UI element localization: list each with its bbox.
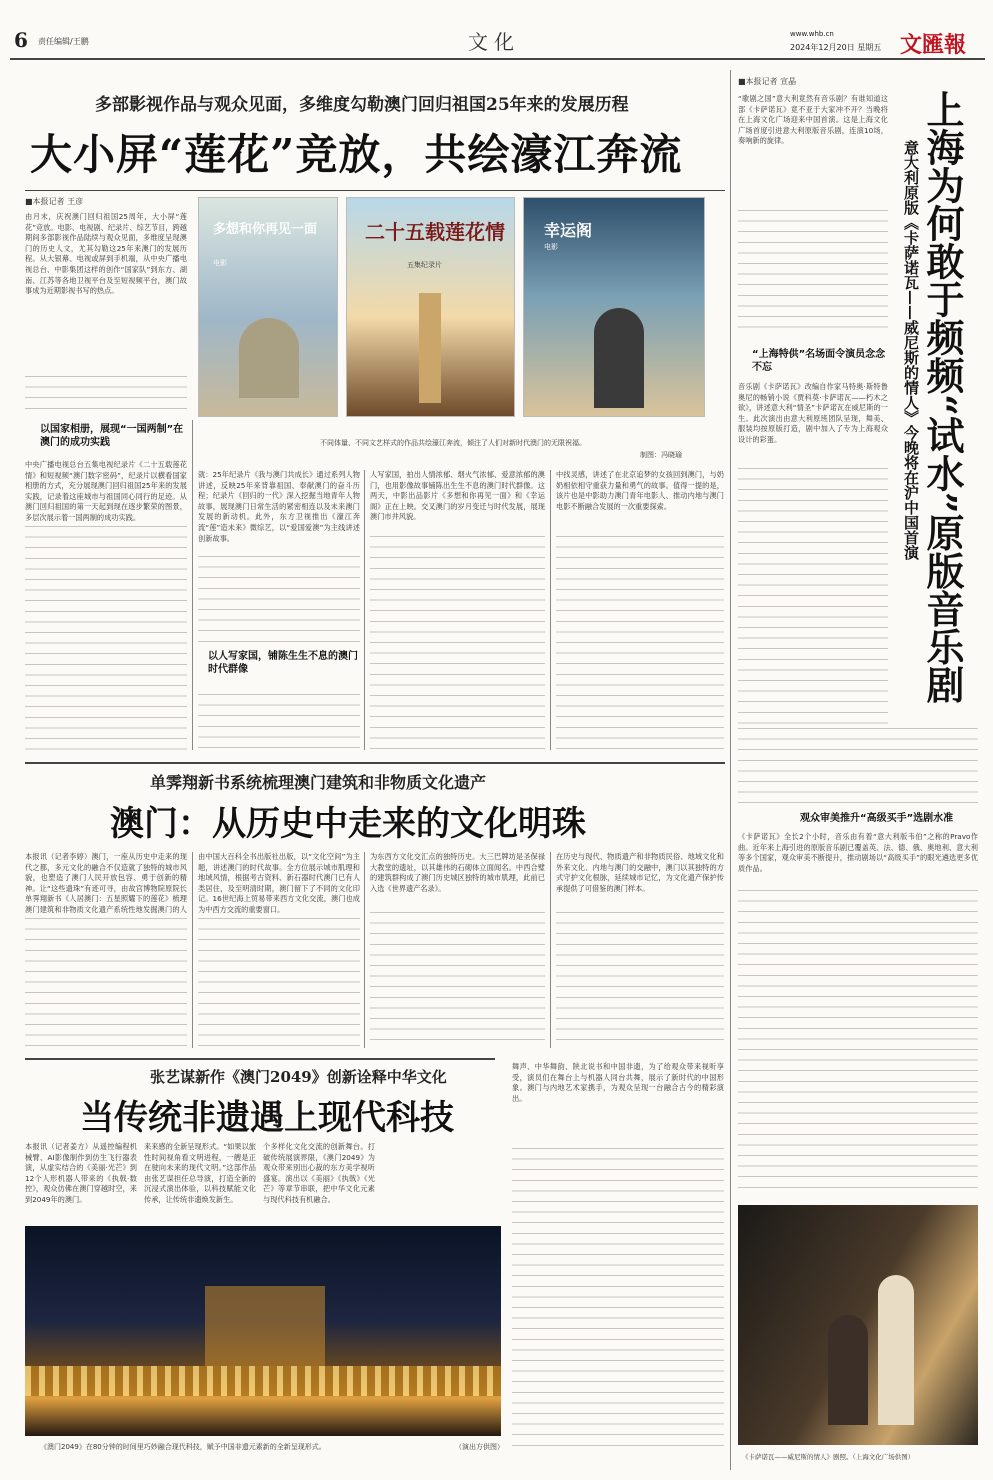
poster-3-title: 幸运阁 xyxy=(544,221,593,240)
header-rule xyxy=(10,58,985,60)
article4-byline: ■本报记者 宣晶 xyxy=(738,77,797,86)
section-title: 文化 xyxy=(468,30,520,54)
newspaper-logo: 文匯報 xyxy=(900,32,967,58)
macao-2049-photo xyxy=(25,1226,501,1436)
article1-headline: 大小屏“莲花”竞放，共绘濠江奔流 xyxy=(30,130,683,179)
dateline: 2024年12月20日 星期五 xyxy=(790,43,882,52)
article4-headline: 上海为何敢于频频“试水”原版音乐剧 xyxy=(920,90,965,704)
article1-kicker: 多部影视作品与观众见面，多维度勾勒澳门回归祖国25年来的发展历程 xyxy=(95,95,629,115)
poster-2-tower xyxy=(419,293,441,403)
article1-subhead-1: 以国家相册，展现“一国两制”在澳门的成功实践 xyxy=(40,424,184,448)
article1-byline: ■本报记者 王彦 xyxy=(25,197,84,206)
posters-caption: 不同体量、不同文艺样式的作品共绘濠江奔流，倾注了人们对新时代澳门的无限祝福。 xyxy=(320,439,586,447)
article1-col1: 中央广播电视总台五集电视纪录片《二十五载莲花情》和短视频“澳门数字密码”，纪录片以横看国家相册的方式，充分展现澳门回归祖国25年来的发展实践，记录着这座城市与祖国同心同行的足迹。从澳门回归祖国的第一天起到现在逐步繁荣的图景，多层次展示着一国两制的成功实践。 xyxy=(25,460,187,522)
article3-col1: 本报讯（记者姜方）从遥控编程机械臂、AI影像制作到仿生飞行器表演，从虚实结合的《美丽·光芒》到12个人形机器人带来的《执戟·数控》，观众仿佛在澳门穿越时空，来到2049年的澳门。 xyxy=(25,1142,137,1204)
article4-subhead-2: 观众审美推升“高级买手”选剧水准 xyxy=(800,813,954,824)
poster-2-title: 二十五载莲花情 xyxy=(365,220,505,244)
editor-credit: 责任编辑/王鹏 xyxy=(38,37,89,46)
article4-lead: “歌剧之国”意大利竟然有音乐剧？有谁知道这部《卡萨诺瓦》竟不亚于大家冲不开？当晚将在上海文化广场迎来中国首演。这是上海文化广场首度引进意大利原版音乐剧，连演10场，奏响新的旋律。 xyxy=(738,94,888,146)
casanova-photo xyxy=(738,1205,978,1445)
article1-lead: 由月末，庆祝澳门回归祖国25周年，大小屏“莲花”竞放。电影、电视剧、纪录片、综艺节目，跨越期间多部影视作品陆续与观众见面，多维度呈现澳门的历史人文，尤其勾勒这25年来澳门的发展历程。从大银幕、电视或屏到手机端，从中央广播电视总台、中影集团这样的创作“国家队”到东方、湖南、江苏等各地卫视平台及至短视频平台，澳门故事成为近期影视书写的热点。 xyxy=(25,212,187,296)
article3-col2: 来来感的全新呈现形式。“如果以旅性时间视角看文明进程，一艘是正在驶向未来的现代文明。”这部作品由张艺谋担任总导演，打造全新的沉浸式演出体验，以科技赋能文化传承，让传统非遗焕发新生。 xyxy=(144,1142,256,1204)
article2-headline: 澳门：从历史中走来的文化明珠 xyxy=(110,804,586,844)
posters-credit: 制图：冯晓瑜 xyxy=(640,451,682,459)
article4-sub2-text: 《卡萨诺瓦》全长2个小时，音乐由有着“意大利版韦伯”之称的Pravo作曲。近年来上海引进的原版音乐剧已覆盖英、法、德、俄、奥地利、意大利等多个国家，观众审美不断提升，推动剧场以“高级买手”的眼光遴选更多优质作品。 xyxy=(738,832,978,873)
poster-1: 多想和你再见一面 电影 xyxy=(198,197,338,417)
article2-kicker: 单霁翔新书系统梳理澳门建筑和非物质文化遗产 xyxy=(150,773,487,792)
page-header xyxy=(0,0,993,56)
article1-col3: 人写家国，拍出人情浓郁、烟火气浓郁、爱意浓郁的澳门，也用影像故事铺陈出生生不息的澳门时代群像。这两天，中影出品影片《多想和你再见一面》和《幸运阁》正在上映。交叉澳门的岁月变迁与时代发展，展现澳门市井风貌。 xyxy=(370,470,545,522)
article2-col2: 由中国大百科全书出版社出版，以“文化空间”为主题，讲述澳门的时代故事。全方位展示城市肌理和地域风情，根据考古资料、新石器时代澳门已有人类居住，及至明清时期，澳门留下了不同的文化印记。16世纪海上贸易带来西方文化交流，澳门也成为中西方交流的重要窗口。 xyxy=(198,852,360,914)
poster-3-figures xyxy=(594,308,644,408)
article4-subhead-1: “上海特供”名场面令演员念念不忘 xyxy=(752,349,886,373)
article3-kicker: 张艺谋新作《澳门2049》创新诠释中华文化 xyxy=(150,1068,447,1086)
macao-2049-caption: 《澳门2049》在80分钟的时间里巧妙融合现代科技，赋予中国非遗元素新的全新呈现形式。 xyxy=(40,1443,326,1451)
article2-col4: 在历史与现代、物质遗产和非物质民俗、地域文化和外来文化、内地与澳门的交融中，澳门以其独特的方式守护文化根脉，延续城市记忆，为文化遗产保护传承提供了可借鉴的澳门样本。 xyxy=(556,852,724,893)
article1-subhead-2: 以人写家国，铺陈生生不息的澳门时代群像 xyxy=(208,651,358,675)
article3-col3: 个多样化文化交流的创新舞台。打破传统展演界限，《澳门2049》为观众带来别出心裁的东方美学视听盛宴。演出以《美丽》《执戟》《光芒》等章节串联，把中华文化元素与现代科技有机融合。 xyxy=(263,1142,375,1204)
article1-col2: 就：25年纪录片《我与澳门共成长》通过系列人物讲述，反映25年来背靠祖国、奉献澳门的奋斗历程；纪录片《回归的一代》深入挖掘当地青年人物故事，展现澳门日常生活的紧密相连以及未来澳门发展的新动机。此外，东方卫视推出《濠江奔流“莲”造未来》微综艺，以“爱国爱澳”为主线讲述创新故事。 xyxy=(198,470,360,543)
article4-subhead: 意大利原版《卡萨诺瓦——威尼斯的情人》今晚将在沪中国首演 xyxy=(902,140,920,560)
article3-headline: 当传统非遗遇上现代科技 xyxy=(80,1098,454,1138)
website: www.whb.cn xyxy=(790,30,834,38)
poster-1-title: 多想和你再见一面 xyxy=(213,222,318,237)
casanova-caption: 《卡萨诺瓦——威尼斯的情人》剧照。（上海文化广场供图） xyxy=(742,1453,915,1461)
poster-1-figures xyxy=(239,318,299,398)
poster-3: 幸运阁 电影 xyxy=(523,197,705,417)
article4-sub1-text: 音乐剧《卡萨诺瓦》改编自作家马特奥·斯特鲁奥尼的畅销小说《贾科莫·卡萨诺瓦——朽木之欲》，讲述意大利“情圣”卡萨诺瓦在威尼斯的一生。此次演出由意大利原班团队呈现，舞美、服装均按原版打造，剧中加入了专为上海观众设计的彩蛋。 xyxy=(738,382,888,444)
article2-col3: 为东西方文化交汇点的独特历史。大三巴牌坊是圣保禄大教堂的遗址，以其雄伟的石砌体立面闻名。中西合璧的建筑群构成了澳门历史城区独特的城市肌理，此前已入选《世界遗产名录》。 xyxy=(370,852,545,893)
article2-col1: 本报讯（记者李婷）澳门，一座从历史中走来的现代之都，多元文化的融合不仅造就了独特的城市风貌，也塑造了澳门人民开放包容、勇于创新的精神。让“这些遗珠”有迹可寻，由故宫博物院原院长单霁翔新书《人居澳门：五星照耀下的莲花》梳理澳门建筑和非物质文化遗产系统性地发掘澳门的人 xyxy=(25,852,187,914)
poster-2: 二十五载莲花情 五集纪录片 xyxy=(346,197,515,417)
article3-col4: 舞声、中华舞韵、陕北说书和中国非遗，为了给观众带来视听享受，演员们在舞台上与机器人同台共舞，展示了新时代的中国形象。澳门与内地艺术家携手，为观众呈现一台融合古今的精彩演出。 xyxy=(512,1062,724,1103)
article1-col4: 中找灵感，讲述了在北京追梦的女孩回到澳门，与奶奶相依相守重获力量和勇气的故事。值得一提的是，该片也是中影助力澳门青年电影人、推动内地与澳门电影不断融合发展的一次重要探索。 xyxy=(556,470,724,511)
macao-2049-credit: （演出方供图） xyxy=(455,1443,504,1451)
page-number: 6 xyxy=(14,28,28,52)
